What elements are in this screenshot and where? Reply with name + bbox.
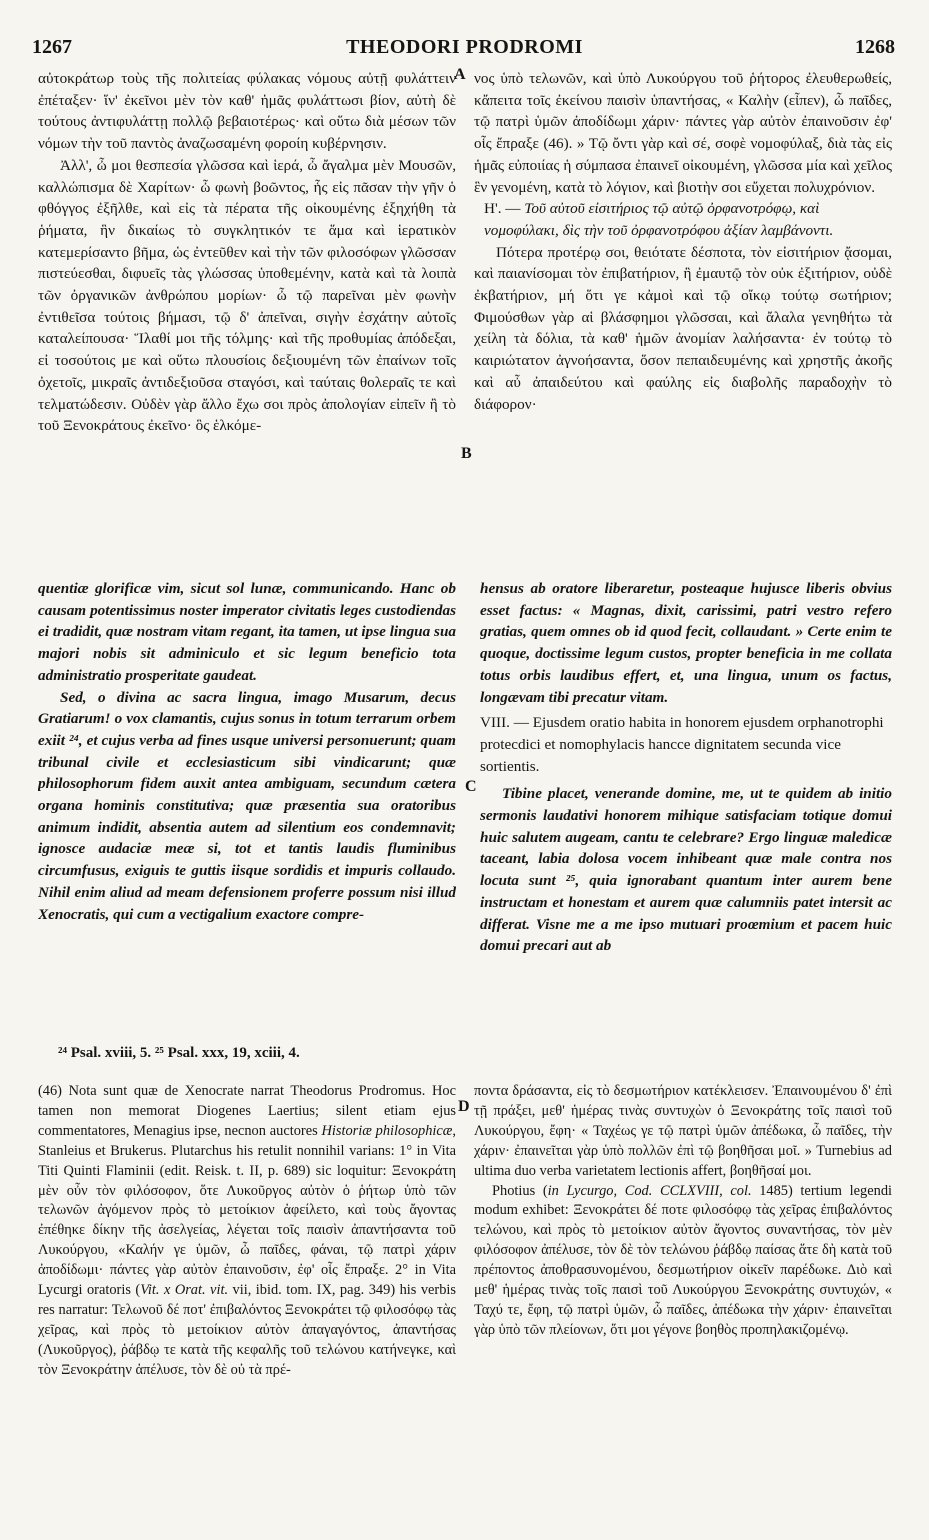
latin-column-left: [38, 578, 456, 1036]
greek-column-right: [474, 68, 892, 566]
note-right-part-c: 1485) tertium legendi modum exhibet: Ξενοκράτει δέ ποτε φιλοσόφῳ τὰς χεῖρας ἐπιβαλόντος τελώνου, καὶ πρὸς τὸ μετοίκιον αὐτὸν ἄγοντος συναντήσας, τὸν μὲν φιλόσοφον ἀπέλυσε, τὸν δὲ τὸν τελώνου ῥάβδῳ παίσας ἅτε δὴ κατὰ τοῦ πρέποντος ἀποθρασυνομένου, δεσμωτήριον οἰκεῖν παρέδωκε. Διὸ καὶ μεθ' ἡμέρας τινὰς τοῖς παισὶ τοῦ Λυκούργου Ξενοκράτης συντυχών, « Ταχύ τε, ἔφη, τῷ πατρὶ ὑμῶν, ὦ παῖδες, ἀπέδωκα τὴν χάριν· ἐπαινεῖται γὰρ ὑπὸ τῶν πλείονων, ὅτι μοι γέγονε βοηθὸς προπηλακιζομένῳ.: [474, 1182, 892, 1338]
latin-right-paragraph-2: Tibine placet, venerande domine, me, ut te quidem ab initio sermonis laudativi honorem mihique satisfaciam totique domui huic salutem augeam, cantu te celebrare? Ergo linguæ maledicæ taceant, labia dolosa vocem inhibeant quæ male contra nos locuta sunt ²⁵, quia ignorabant quantum inter aurem bene instructam et honestam et aurem quæ calumniis patet intersit ac differat. Visne me a me ipso mutuari proœmium et pacem huic domui precari aut ab: [480, 785, 892, 955]
greek-heading-number: Η'. —: [484, 200, 521, 218]
running-title: THEODORI PRODROMI: [346, 36, 583, 58]
note-46-left: [38, 1082, 456, 1381]
greek-right-paragraph-1: νος ὑπὸ τελωνῶν, καὶ ὑπὸ Λυκούργου τοῦ ῥήτορος ἐλευθερωθείς, κἄπειτα τοῖς ἐκείνου παισὶν ὑπαντήσας, « Καλὴν (εἶπεν), ὦ παῖδες, τῷ πατρὶ ὑμῶν ἀποδίδωμι χάριν· πάντες γὰρ αὐτὸν ἐπαινοῦσιν ἐφ' οἷς ἔπραξε (46). » Τῷ ὄντι γὰρ καὶ σέ, σοφὲ νομοφύλαξ, διὰ τὰς εἰς ἡμᾶς εὐποιίας ἡ σύμπασα ἐπαινεῖ οἰκουμένη, γλῶσσα μία καὶ χεῖλος ἓν γενομένη, κατὰ τὸ λόγιον, καὶ βιοτὴν σοι εὔχεται πολυχρόνιον.: [474, 70, 892, 196]
note-left-part-a: (46) Nota sunt quæ de Xenocrate narrat Theodorus Prodromus. Hoc tamen non memorat Diogenes Laertius; silent etiam ejus commentatores, Menagius ipse, necnon auctores: [38, 1083, 456, 1139]
page-number-left: 1267: [32, 36, 72, 58]
note-left-italic-b: Vit. x Orat. vit.: [140, 1282, 229, 1299]
greek-column-left: [38, 68, 456, 566]
latin-section-heading: VIII. — Ejusdem oratio habita in honorem ejusdem orphanotrophi protecdici et nomophylacis hancce dignitatem secunda vice sortientis.: [480, 714, 884, 775]
latin-left-paragraph-1: quentiæ glorificæ vim, sicut sol lunæ, communicando. Hanc ob causam potentissimus noster imperator civitatis leges custodiendas ei tradidit, quæ nostram vitam regant, ita tamen, ut ipse lingua sua majori nobis sit adminiculo et sic legum beneficio tota administratio prosperitate gaudeat.: [38, 580, 456, 684]
latin-column-right: [480, 578, 892, 1036]
greek-right-paragraph-2: Πότερα προτέρῳ σοι, θειότατε δέσποτα, τὸν εἰσιτήριον ᾄσομαι, καὶ παιανίσομαι τὸν ἐπιβατήριον, ἢ ἐμαυτῷ τὸν οὐκ ἐξιτήριον, οὐδὲ ἐκβατήριον, μή ὅτι γε κἀμοὶ καὶ τῷ οἴκῳ τούτῳ σωτήριον; Φιμούσθων γὰρ αἱ βλάσφημοι γλῶσσαι, καὶ ἄλαλα γενηθήτω τὰ χείλη τὰ δόλια, τὰ καθ' ἡμῶν ἀνομίαν λαλήσαντα· ἐν τούτῳ τὸ καιριώτατον ἀγνοήσαντα, ὅσον πεπαιδευμένης καὶ χρηστῆς ἀκοῆς καὶ αὖ ἀπαιδεύτου καὶ φαύλης εἰς διαβολῆς παραδοχὴν τὸ διάφορον·: [474, 243, 892, 413]
note-left-italic-a: Historiæ philosophicæ: [321, 1122, 453, 1139]
notes-column-left: [38, 1082, 456, 1532]
greek-heading-text: Τοῦ αὐτοῦ εἰσιτήριος τῷ αὐτῷ ὀρφανοτρόφῳ, καὶ νομοφύλακι, δὶς τὴν τοῦ ὀρφανοτρόφου ἀξίαν λαμβάνοντι.: [484, 200, 834, 239]
greek-left-paragraph-1: αὐτοκράτωρ τοὺς τῆς πολιτείας φύλακας νόμους αὐτῇ φυλάττειν ἐπέταξεν· ἵν' ἐκεῖνοι μὲν τὸν καθ' ἡμᾶς φυλάττωσι βίον, αὐτὴ δὲ τούτους ἀντιφυλάττῃ πολλῷ βεβαιοτέρως· καὶ οὕτω διὰ μέσων τῶν νόμων τὴν τοῦ παντὸς ἀναζωσαμένη φοροίη κυβέρνησιν.: [38, 70, 456, 153]
greek-section-heading: [474, 198, 892, 241]
margin-letter-c: C: [465, 778, 477, 795]
note-right-part-b: Photius (: [492, 1182, 548, 1199]
note-left-part-c: vii, ibid. tom. IX, pag. 349) his verbis res narratur: Τελωνοῦ δέ ποτ' ἐπιβαλόντος Ξενοκράτει τῷ φιλοσόφῳ τὰς χεῖρας, καὶ πρὸς τὸ μετοίκιον αὐτὸν ἀπαγαγόντος, ἀπαντήσας (Λυκοῦργος), ῥάβδῳ τε κατὰ τῆς κεφαλῆς τοῦ τελώνου κατήνεγκε, καὶ τὸν Ξενοκράτην ἀπέλυσε, τὸν δὲ οὐ τὰ πρέ-: [38, 1282, 456, 1378]
margin-letter-a: A: [454, 66, 466, 83]
note-right-italic-b: in Lycurgo, Cod. CCLXVIII, col.: [547, 1182, 752, 1199]
page-header: [0, 36, 929, 62]
latin-left-paragraph-2: Sed, o divina ac sacra lingua, imago Musarum, decus Gratiarum! o vox clamantis, cujus sonus in totum terrarum orbem exiit ²⁴, et cujus verba ad fines usque universi personuerunt; quam tribunal civile et ecclesiasticum sibi vindicarunt; quæ philosophorum fidem auxit antea ambiguam, secundum cætera organa hominis constitutiva; quæ præsentia sua oratoribus animum indidit, absentia autem ad silentium eos condemnavit; ignosce audaciæ meæ si, tot et tantis laudis fluminibus circumfusus, exiguis te guttis iisque sordidis et impuris collaudo. Nihil enim aliud ad meam defensionem proferre possum nisi illud Xenocratis, qui cum a vectigalium exactore compre-: [38, 688, 456, 923]
latin-right-paragraph-1: hensus ab oratore liberaretur, posteaque hujusce liberis obvius esset factus: « Magnas, dixit, carissimi, patri vestro refero gratias, quem omnes ob id quod fecit, collaudant. » Certe enim te quoque, doctissime legum custos, propter beneficia in me collata totus orbis laudibus effert, et, una lingua, unum os factus, longævam tibi precatur vitam.: [480, 580, 892, 706]
note-right-paragraph-1: ποντα δράσαντα, εἰς τὸ δεσμωτήριον κατέκλεισεν. Ἐπαινουμένου δ' ἐπὶ τῇ πράξει, μεθ' ἡμέρας τινὰς συντυχὼν ὁ Ξενοκράτης τοῖς παισὶ τοῦ Λυκούργου, ἔφη· « Ταχέως γε τῷ πατρὶ ὑμῶν ἀπέδωκα, ὦ παῖδες, τὴν χάριν· ἐπαινεῖται γὰρ ὑπὸ πολλῶν ἐπὶ τῷ βοηθῆσαι μοῖ. » Turnebius ad ultima duo verba varietatem lectionis affert, βοηθῆσαί μοι.: [474, 1083, 892, 1179]
note-right-paragraph-2: [474, 1182, 892, 1341]
scripture-references: ²⁴ Psal. xviii, 5. ²⁵ Psal. xxx, 19, xciii, 4.: [58, 1045, 300, 1061]
note-left-part-b: , Stanleius et Brukerus. Plutarchus his retulit nonnihil varians: 1° in Vita Titi Quinti Flaminii (edit. Reisk. t. II, p. 689) sic loquitur: Ξενοκράτη μὲν οὖν τὸν φιλόσοφον, ὅτε Λυκοῦργος αὐτὸν ὁ ῥήτωρ ὑπὸ τῶν τελωνῶν ἀγόμενον πρὸς τὸ μετοίκιον ἀφείλετο, καὶ τοὺς ἄγοντας ἐπέθηκε δίκην τῆς ἀσελγείας, λέγεται τοῖς παισὶν ἀπαντήσαντα τοῦ Λυκούργου, «Καλήν γε ὑμῶν, ὦ παῖδες, φάναι, τῷ πατρὶ χάριν ἀποδίδωμι· πάντες γὰρ αὐτὸν ἐπαινοῦσιν, ἐφ' οἷς ἔπραξε. 2° in Vita Lycurgi oratoris (: [38, 1122, 456, 1299]
margin-letter-b: B: [461, 445, 472, 462]
greek-left-paragraph-2: Ἀλλ', ὦ μοι θεσπεσία γλῶσσα καὶ ἱερά, ὦ ἄγαλμα μὲν Μουσῶν, καλλώπισμα δὲ Χαρίτων· ὦ φωνὴ βοῶντος, ἧς εἰς πᾶσαν τὴν γῆν ὁ φθόγγος ἐξῆλθε, καὶ εἰς τὰ πέρατα τῆς οἰκουμένης ἐξηχήθη τὰ ῥήματα, ἣν δικαίως τὸ συγκλητικόν τε ἅμα καὶ ἱερατικὸν κατεμερίσαντο βῆμα, ὡς ἐντεῦθεν καὶ τὴν τῶν φιλοσόφων γλῶσσαν πιστεύεσθαι, διφυεῖς τὰς γλώσσας ὑποθεμένην, κατὰ καὶ τὰ λοιπὰ τῶν ὀργανικῶν ἀνθρώπου μορίων· ὦ τῷ παρεῖναι μὲν φωνὴν ἐντιθεῖσα τούτοις βήμασι, τῷ δ' ἀπεῖναι, σιγὴν ἐσχάτην αὐτοῖς καταλείπουσα· Ἵλαθί μοι τῆς τόλμης· καὶ τῆς προθυμίας ἀπόδεξαι, εἰ τοσούτοις με καὶ οὕτω πλουσίοις δεξιουμένη τῶν ἐπαίνων τοῖς ὀχετοῖς, μικραῖς ἀντιδεξιοῦσα σταγόσι, καὶ ταύταις θολεραῖς τε καὶ τελματώδεσιν. Οὐδὲν γὰρ ἄλλο ἔχω σοι πρὸς ἀπολογίαν εἰπεῖν ἢ τὸ τοῦ Ξενοκράτους ἐκεῖνο· ὃς ἑλκόμε-: [38, 156, 456, 435]
page-number-right: 1268: [855, 36, 895, 58]
notes-column-right: [474, 1082, 892, 1532]
margin-letter-d: D: [458, 1098, 470, 1115]
